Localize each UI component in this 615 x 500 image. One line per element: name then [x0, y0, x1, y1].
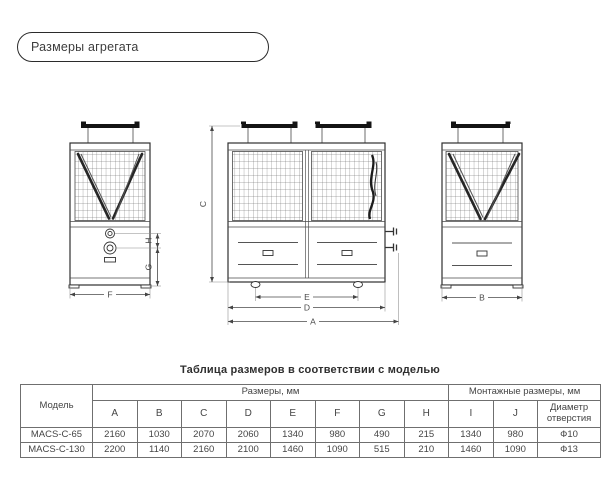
- coil-grille: [75, 152, 145, 221]
- value-cell: Ф10: [538, 428, 601, 443]
- value-cell: 1090: [493, 443, 538, 458]
- col-header-c: C: [182, 401, 227, 428]
- model-cell: MACS-C-130: [21, 443, 93, 458]
- section-title: Размеры агрегата: [31, 40, 139, 54]
- panel-handle-right: [342, 251, 352, 256]
- col-group-dimensions: Размеры, мм: [93, 385, 449, 401]
- fan-top-bar: [81, 124, 140, 128]
- col-header-e: E: [271, 401, 316, 428]
- dimension-d: [228, 282, 385, 325]
- table-header-letters: [21, 401, 601, 428]
- col-header-j: J: [493, 401, 538, 428]
- value-cell: 1030: [137, 428, 182, 443]
- col-header-h: H: [404, 401, 449, 428]
- value-cell: 2060: [226, 428, 271, 443]
- value-cell: 1460: [271, 443, 316, 458]
- fan-top-bar-right: [316, 124, 372, 128]
- fan-top-bar-left: [242, 124, 298, 128]
- dim-label-f: F: [107, 289, 113, 300]
- col-header-g: G: [360, 401, 405, 428]
- col-header-f: F: [315, 401, 360, 428]
- value-cell: 515: [360, 443, 405, 458]
- dimension-e: [256, 288, 359, 302]
- dimension-b: [442, 286, 522, 303]
- value-cell: 980: [493, 428, 538, 443]
- value-cell: 1340: [271, 428, 316, 443]
- col-header-d: D: [226, 401, 271, 428]
- technical-drawings: [0, 95, 615, 340]
- fan-top-bar: [451, 124, 510, 128]
- value-cell: 2100: [226, 443, 271, 458]
- value-cell: Ф13: [538, 443, 601, 458]
- dim-label-c: C: [198, 200, 208, 208]
- col-header-model: Модель: [21, 385, 93, 428]
- table-header-groups: [21, 385, 601, 401]
- dim-label-d: D: [303, 302, 311, 313]
- col-header-a: A: [93, 401, 138, 428]
- col-header-diameter: Диаметр отверстия: [538, 401, 601, 428]
- value-cell: 2200: [93, 443, 138, 458]
- dimensions-table: [20, 384, 601, 458]
- value-cell: 2160: [93, 428, 138, 443]
- value-cell: 1140: [137, 443, 182, 458]
- value-cell: 490: [360, 428, 405, 443]
- coil-grille-left: [233, 152, 303, 221]
- col-header-i: I: [449, 401, 494, 428]
- dim-label-g: G: [143, 263, 154, 271]
- side-view-left: [69, 122, 151, 289]
- dim-label-e: E: [304, 292, 310, 302]
- col-group-mounting: Монтажные размеры, мм: [449, 385, 601, 401]
- dim-label-a: A: [310, 316, 316, 327]
- panel-handle-left: [263, 251, 273, 256]
- panel-handle: [477, 251, 487, 256]
- value-cell: 210: [404, 443, 449, 458]
- value-cell: 1340: [449, 428, 494, 443]
- value-cell: 1460: [449, 443, 494, 458]
- side-view-right: [441, 122, 523, 289]
- value-cell: 980: [315, 428, 360, 443]
- dim-label-h: H: [143, 237, 154, 244]
- model-cell: MACS-C-65: [21, 428, 93, 443]
- table-row: [21, 443, 601, 458]
- value-cell: 2160: [182, 443, 227, 458]
- value-cell: 1090: [315, 443, 360, 458]
- table-row: [21, 428, 601, 443]
- col-header-b: B: [137, 401, 182, 428]
- value-cell: 215: [404, 428, 449, 443]
- table-title: Таблица размеров в соответствии с моделью: [180, 364, 440, 376]
- front-view: [228, 122, 397, 288]
- dim-label-b: B: [479, 292, 485, 303]
- nameplate: [105, 258, 116, 263]
- dimension-f: [70, 286, 150, 300]
- value-cell: 2070: [182, 428, 227, 443]
- water-pipe-stubs: [385, 228, 397, 252]
- section-title-box: [17, 32, 269, 62]
